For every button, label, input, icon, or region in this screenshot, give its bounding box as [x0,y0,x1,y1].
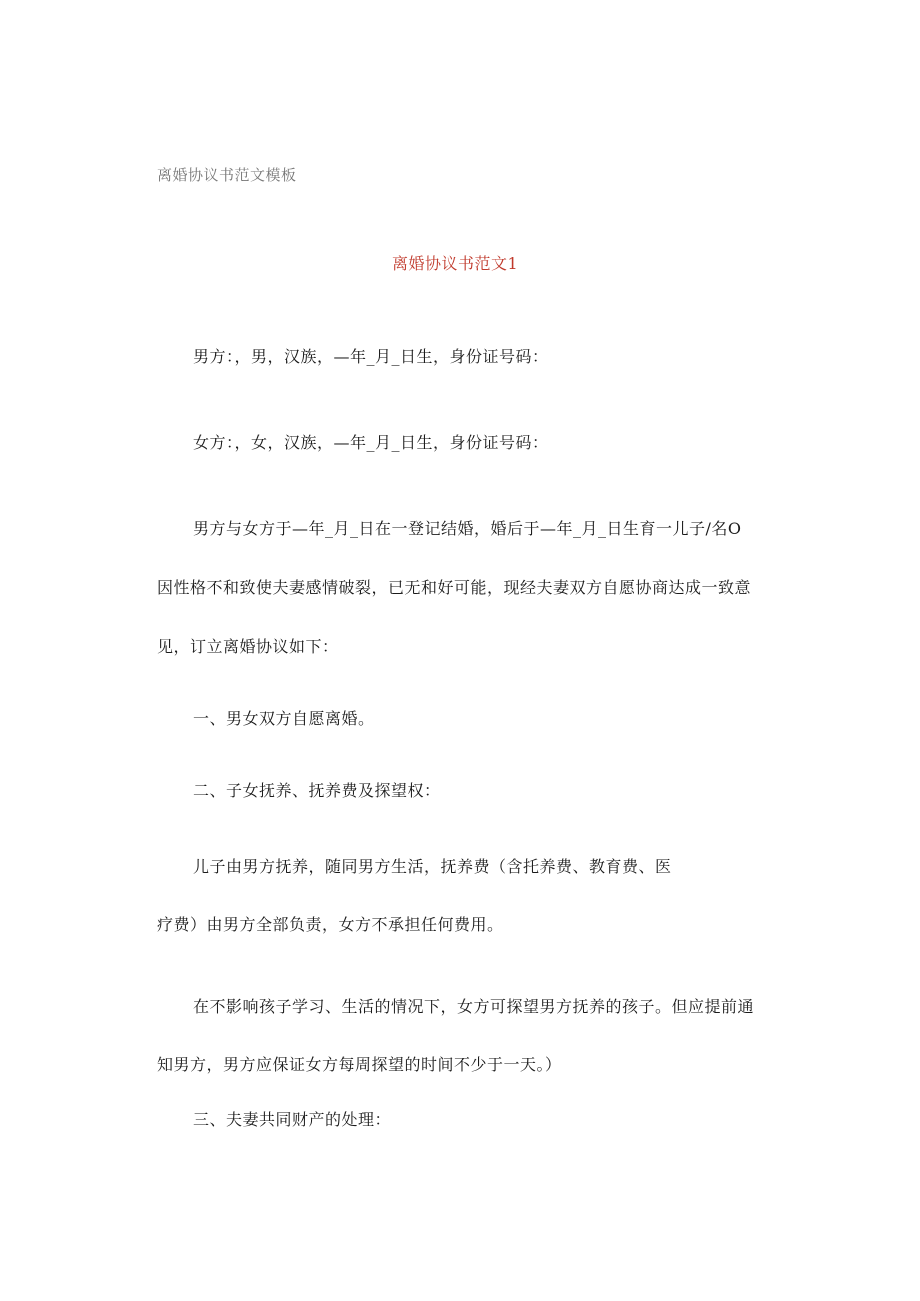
document-header-title: 离婚协议书范文模板 [157,166,297,184]
section-title: 离婚协议书范文1 [392,254,519,273]
intro-paragraph-line-3: 见，订立离婚协议如下： [157,637,339,656]
visitation-paragraph-line-1: 在不影响孩子学习、生活的情况下，女方可探望男方抚养的孩子。但应提前通 [193,997,755,1016]
custody-paragraph-line-1: 儿子由男方抚养，随同男方生活，抚养费（含托养费、教育费、医 [193,857,672,876]
clause-1: 一、男女双方自愿离婚。 [193,709,375,728]
clause-2: 二、子女抚养、抚养费及探望权： [193,781,441,800]
intro-paragraph-line-2: 因性格不和致使夫妻感情破裂，已无和好可能，现经夫妻双方自愿协商达成一致意 [157,578,752,597]
visitation-paragraph-line-2: 知男方，男方应保证女方每周探望的时间不少于一天。） [157,1055,562,1074]
male-party-line: 男方：，男，汉族，—年_月_日生，身份证号码： [193,347,549,366]
intro-paragraph-line-1: 男方与女方于—年_月_日在一登记结婚，婚后于—年_月_日生育一儿子/名O [193,519,742,538]
clause-3: 三、夫妻共同财产的处理： [193,1110,392,1129]
female-party-line: 女方：，女，汉族，—年_月_日生，身份证号码： [193,433,549,452]
custody-paragraph-line-2: 疗费）由男方全部负责，女方不承担任何费用。 [157,915,504,934]
